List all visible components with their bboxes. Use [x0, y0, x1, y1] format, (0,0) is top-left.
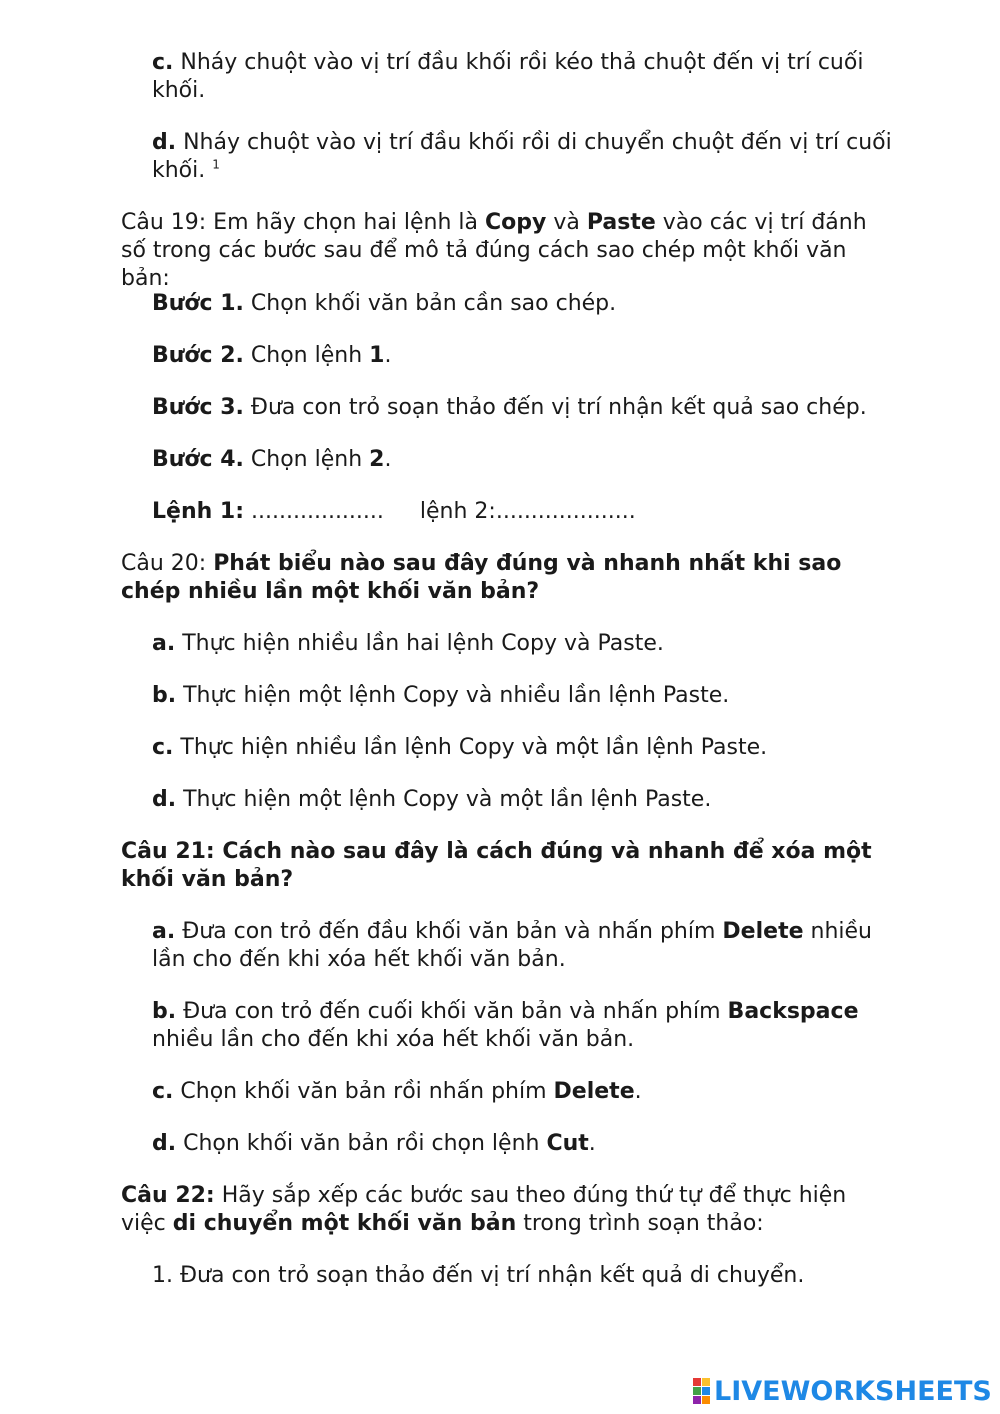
q19-answer-line — [152, 498, 892, 526]
option-text: Đưa con trỏ đến đầu khối văn bản và nhấn phím — [175, 919, 723, 944]
option-text: Thực hiện nhiều lần hai lệnh Copy và Paste. — [175, 631, 664, 656]
q19-step-2 — [152, 342, 892, 370]
option-letter: d. — [152, 130, 177, 155]
footnote-marker: 1 — [212, 157, 220, 172]
option-key: Backspace — [727, 999, 859, 1024]
option-letter: d. — [152, 1131, 177, 1156]
q18-option-d — [152, 129, 892, 185]
option-text: Thực hiện một lệnh Copy và một lần lệnh Paste. — [176, 787, 712, 812]
q22-text: Hãy sắp xếp các bước sau theo đúng thứ tự để thực hiện việc — [121, 1183, 847, 1236]
logo-square-2 — [702, 1378, 710, 1386]
q20-option-d[interactable] — [152, 786, 892, 814]
command-2-blank[interactable]: lệnh 2:.................... — [419, 499, 636, 524]
q19-step-1 — [152, 290, 892, 318]
option-letter: a. — [152, 631, 176, 656]
q21-text: Câu 21: Cách nào sau đây là cách đúng và nhanh để xóa một khối văn bản? — [121, 839, 872, 892]
option-letter: a. — [152, 919, 176, 944]
q19-prefix: Câu 19: Em hãy chọn hai lệnh là — [121, 210, 486, 235]
q20-option-b[interactable] — [152, 682, 892, 710]
step-end: . — [384, 343, 392, 368]
step-label: Bước 4. — [152, 447, 244, 472]
logo-square-4 — [702, 1387, 710, 1395]
option-text: Thực hiện nhiều lần lệnh Copy và một lần lệnh Paste. — [173, 735, 768, 760]
q19-step-4 — [152, 446, 892, 474]
q20-option-c[interactable] — [152, 734, 892, 762]
option-key: Cut — [546, 1131, 589, 1156]
logo-square-3 — [693, 1387, 701, 1395]
option-letter: b. — [152, 683, 177, 708]
step-label: Bước 3. — [152, 395, 244, 420]
step-text: Chọn lệnh — [243, 343, 370, 368]
option-letter: b. — [152, 999, 177, 1024]
q20-prefix: Câu 20: — [121, 551, 214, 576]
step-text: Chọn khối văn bản cần sao chép. — [243, 291, 617, 316]
option-text-end: nhiều lần cho đến khi xóa hết khối văn bản. — [152, 1027, 635, 1052]
option-text: Chọn khối văn bản rồi nhấn phím — [173, 1079, 554, 1104]
option-key: Delete — [722, 919, 804, 944]
q19-copy: Copy — [485, 210, 547, 235]
q20-option-a[interactable] — [152, 630, 892, 658]
option-text-end: . — [588, 1131, 596, 1156]
q21-option-c[interactable] — [152, 1078, 892, 1106]
q21-option-a[interactable] — [152, 918, 892, 974]
step-number: 1 — [369, 343, 385, 368]
step-number: 2 — [369, 447, 385, 472]
option-letter: d. — [152, 787, 177, 812]
q21-option-d[interactable] — [152, 1130, 892, 1158]
option-text: Thực hiện một lệnh Copy và nhiều lần lệnh Paste. — [176, 683, 730, 708]
option-letter: c. — [152, 50, 174, 75]
step-text: Đưa con trỏ soạn thảo đến vị trí nhận kết quả sao chép. — [243, 395, 867, 420]
q21-option-b[interactable] — [152, 998, 892, 1054]
q22-bold: di chuyển một khối văn bản — [172, 1211, 517, 1236]
q22-item-1 — [152, 1262, 892, 1290]
option-text: Đưa con trỏ đến cuối khối văn bản và nhấn phím — [176, 999, 728, 1024]
step-end: . — [384, 447, 392, 472]
q22-label: Câu 22: — [121, 1183, 215, 1208]
command-1-label: Lệnh 1: — [152, 499, 245, 524]
q22-question — [121, 1182, 881, 1238]
step-text: Chọn lệnh — [243, 447, 370, 472]
logo-mark-icon — [693, 1378, 710, 1404]
q20-text: Phát biểu nào sau đây đúng và nhanh nhất khi sao chép nhiều lần một khối văn bản? — [121, 551, 842, 604]
option-text-end: nhiều lần cho đến khi xóa hết khối văn bản. — [152, 919, 872, 972]
q19-step-3 — [152, 394, 892, 422]
q20-question — [121, 550, 881, 606]
option-text: Nháy chuột vào vị trí đầu khối rồi di chuyển chuột đến vị trí cuối khối. — [152, 130, 892, 183]
step-label: Bước 2. — [152, 343, 244, 368]
option-letter: c. — [152, 735, 174, 760]
option-text: Chọn khối văn bản rồi chọn lệnh — [176, 1131, 547, 1156]
option-text-end: . — [634, 1079, 642, 1104]
q22-text-end: trong trình soạn thảo: — [516, 1211, 764, 1236]
logo-text: LIVEWORKSHEETS — [714, 1375, 992, 1407]
command-1-blank[interactable]: ................... — [244, 499, 384, 524]
q19-question — [121, 209, 881, 293]
option-letter: c. — [152, 1079, 174, 1104]
logo-square-6 — [702, 1396, 710, 1404]
q19-paste: Paste — [586, 210, 656, 235]
q18-option-c — [152, 49, 892, 105]
logo-square-5 — [693, 1396, 701, 1404]
list-item: 1. Đưa con trỏ soạn thảo đến vị trí nhận kết quả di chuyển. — [152, 1263, 805, 1288]
option-text: Nháy chuột vào vị trí đầu khối rồi kéo thả chuột đến vị trí cuối khối. — [152, 50, 864, 103]
q19-and: và — [546, 210, 587, 235]
step-label: Bước 1. — [152, 291, 244, 316]
logo-square-1 — [693, 1378, 701, 1386]
q21-question — [121, 838, 881, 894]
liveworksheets-logo[interactable] — [693, 1376, 992, 1406]
q19-suffix: vào các vị trí đánh số trong các bước sau để mô tả đúng cách sao chép một khối văn bản: — [121, 210, 867, 291]
option-key: Delete — [553, 1079, 635, 1104]
